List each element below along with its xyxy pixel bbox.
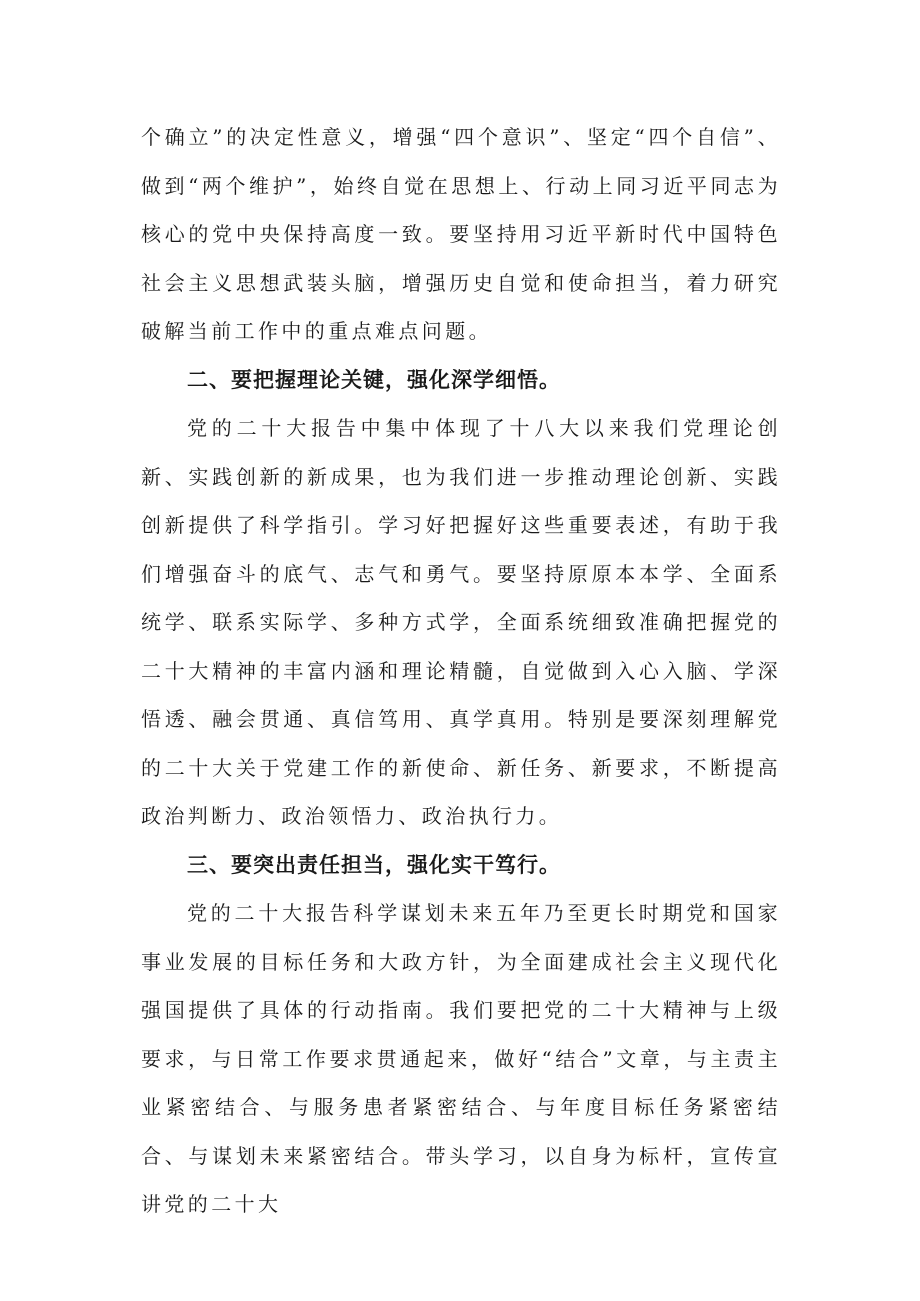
document-body — [141, 113, 781, 1229]
paragraph-3: 党的二十大报告科学谋划未来五年乃至更长时期党和国家事业发展的目标任务和大政方针，为全面建成社会主义现代化强国提供了具体的行动指南。我们要把党的二十大精神与上级要求，与日常工作要求贯通起来，做好“结合”文章，与主责主业紧密结合、与服务患者紧密结合、与年度目标任务紧密结合、与谋划未来紧密结合。带头学习，以自身为标杆，宣传宣讲党的二十大 — [141, 901, 781, 1216]
paragraph-continued: 个确立”的决定性意义，增强“四个意识”、坚定“四个自信”、做到“两个维护”，始终自觉在思想上、行动上同习近平同志为核心的党中央保持高度一致。要坚持用习近平新时代中国特色社会主义思想武装头脑，增强历史自觉和使命担当，着力研究破解当前工作中的重点难点问题。 — [141, 125, 781, 343]
paragraph-2: 党的二十大报告中集中体现了十八大以来我们党理论创新、实践创新的新成果，也为我们进一步推动理论创新、实践创新提供了科学指引。学习好把握好这些重要表述，有助于我们增强奋斗的底气、志气和勇气。要坚持原原本本学、全面系统学、联系实际学、多种方式学，全面系统细致准确把握党的二十大精神的丰富内涵和理论精髓，自觉做到入心入脑、学深悟透、融会贯通、真信笃用、真学真用。特别是要深刻理解党的二十大关于党建工作的新使命、新任务、新要求，不断提高政治判断力、政治领悟力、政治执行力。 — [141, 416, 781, 828]
section-heading-3: 三、要突出责任担当，强化实干笃行。 — [187, 852, 561, 877]
section-heading-2: 二、要把握理论关键，强化深学细悟。 — [187, 367, 561, 392]
